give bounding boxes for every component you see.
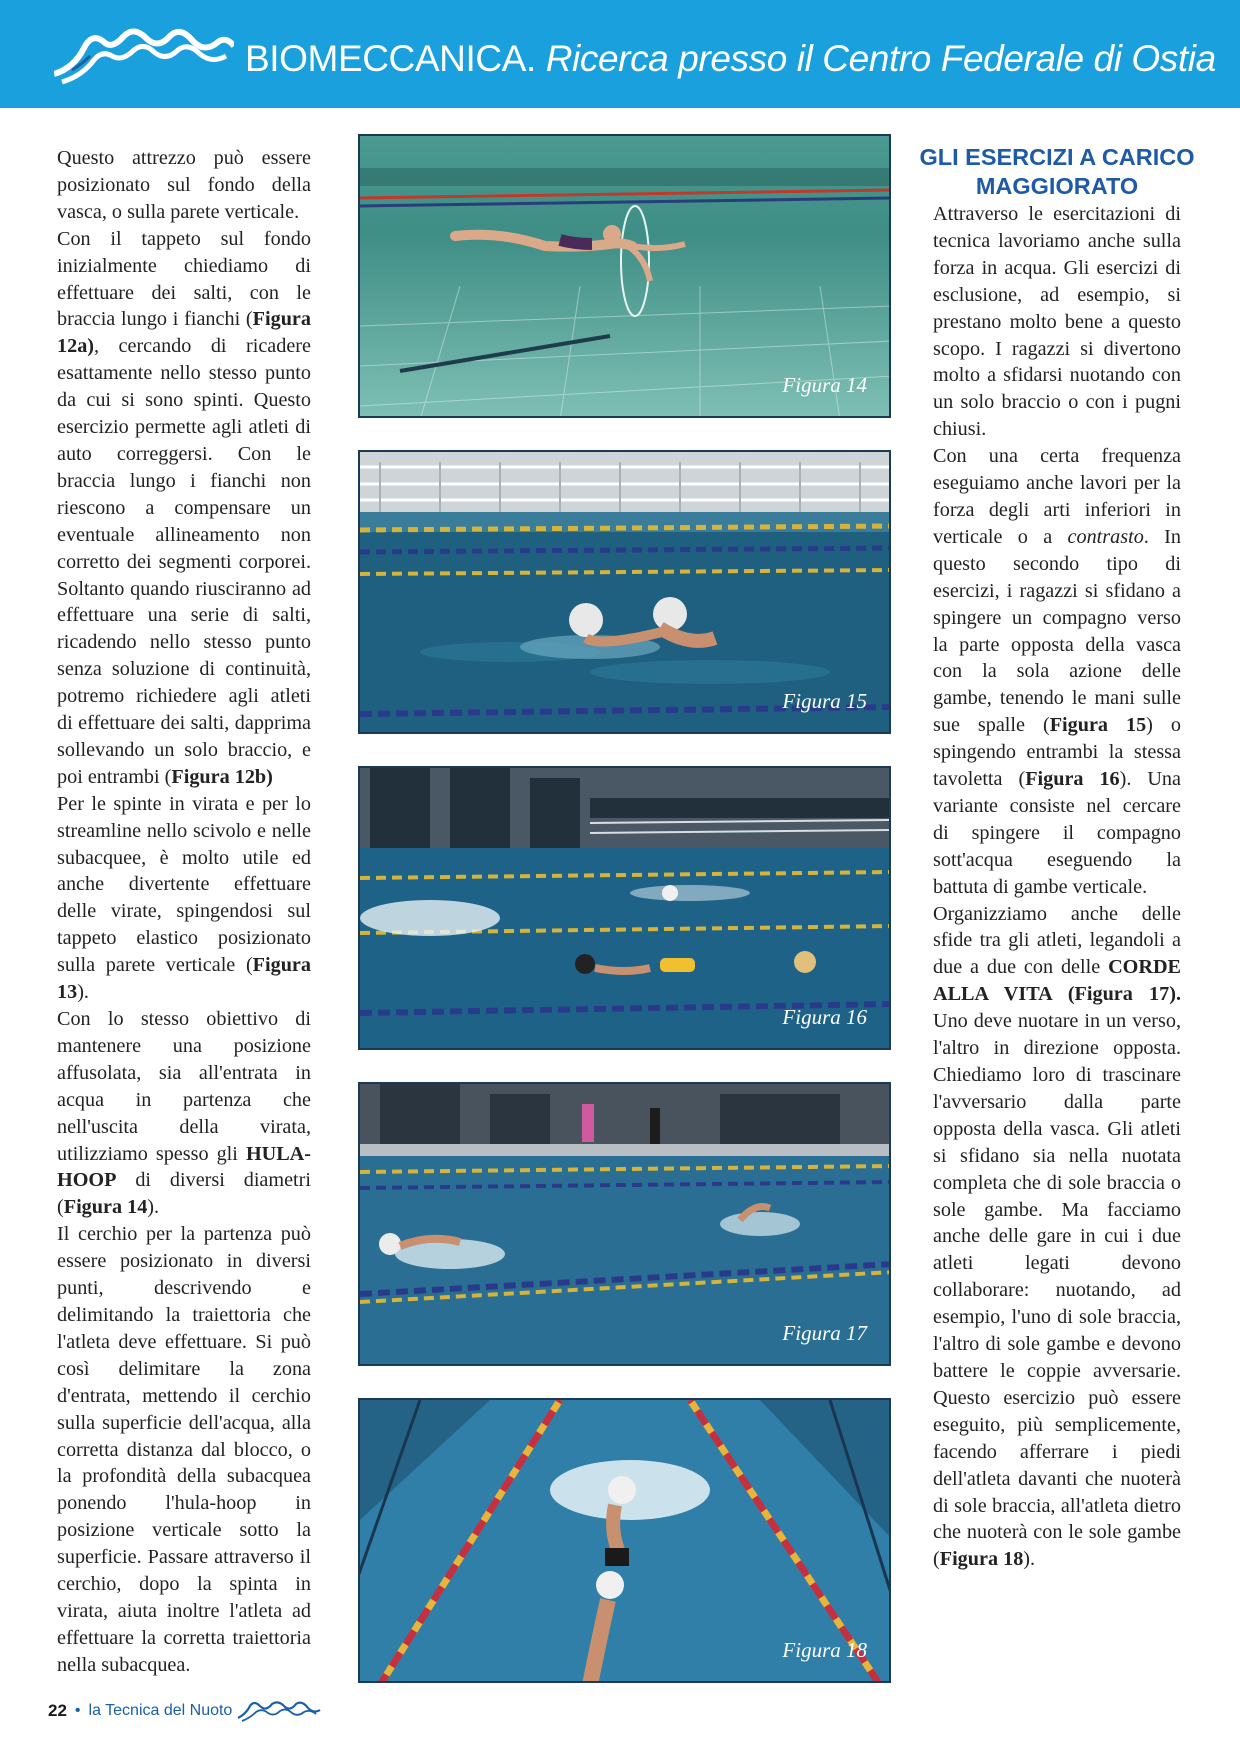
paragraph: Con il tappeto sul fondo inizialmente chiediamo di effettuare dei salti, con le braccia lungo i fianchi (Figura 12a), cercando di ricadere esattamente nello stesso punto da cui si sono spinti. Questo esercizio permette agli atleti di auto correggersi. Con le braccia lungo i fianchi non riescono a compensare un eventuale allineamento non corretto dei segmenti corporei. Soltanto quando riusciranno ad effettuare una serie di salti, ricadendo nello stesso punto senza soluzione di continuità, potremo richiedere agli atleti di effettuare dei salti, dapprima sollevando un solo braccio, e poi entrambi (Figura 12b) — [57, 227, 311, 788]
header-title: BIOMECCANICA. Ricerca presso il Centro Federale di Ostia — [245, 38, 1216, 79]
section-title: GLI ESERCIZI A CARICO MAGGIORATO — [919, 144, 1195, 199]
paragraph: Con lo stesso obiettivo di mantenere una posizione affusolata, sia all'entrata in acqua in partenza che nell'uscita della virata, utilizziamo spesso gli HULA-HOOP di diversi diametri (Figura 14). — [57, 1008, 311, 1219]
text-column-right — [933, 201, 1181, 1573]
paragraph: Il cerchio per la partenza può essere posizionato in diversi punti, descrivendo e delimitando la traiettoria che l'atleta deve effettuare. Si può così delimitare la zona d'entrata, mettendo il cerchio sulla superficie dell'acqua, alla corretta distanza dal blocco, o la profondità della subacquea ponendo l'hula-hoop in posizione verticale sotto la superficie. Passare attraverso il cerchio, dopo la spinta in virata, aiuta inoltre l'atleta ad effettuare la corretta traiettoria nella subacquea. — [57, 1223, 311, 1676]
paragraph: Con una certa frequenza eseguiamo anche lavori per la forza degli arti inferiori in verticale o a contrasto. In questo secondo tipo di esercizi, i ragazzi si sfidano a spingere un compagno verso la parte opposta della vasca con la sola azione delle gambe, tenendo le mani sulle sue spalle (Figura 15) o spingendo entrambi la stessa tavoletta (Figura 16). Una variante consiste nel cercare di spingere il compagno sott'acqua eseguendo la battuta di gambe verticale. — [933, 445, 1181, 898]
figure-caption: Figura 17 — [782, 1321, 867, 1345]
figure-18-photo — [358, 1398, 891, 1683]
page-number: 22 — [48, 1701, 67, 1720]
waves-logo-icon — [54, 26, 234, 86]
publication-name: la Tecnica del Nuoto — [88, 1702, 233, 1719]
figure-15-photo — [358, 450, 891, 734]
figure-14-photo — [358, 134, 891, 418]
waves-icon — [236, 1700, 322, 1722]
paragraph: Organizziamo anche delle sfide tra gli atleti, legandoli a due a due con delle CORDE ALLA VITA (Figura 17). Uno deve nuotare in un verso, l'altro in direzione opposta. Chiediamo loro di trascinare l'avversario dalla parte opposta della vasca. Gli atleti si sfidano sia nella nuotata completa che di sole braccia o sole gambe. Ma facciamo anche delle gare in cui i due atleti legati devono collaborare: nuotando, ad esempio, l'uno di sole braccia, l'altro di sole gambe e devono battere le coppie avversarie. Questo esercizio può essere eseguito, più semplicemente, facendo afferrare i piedi dell'atleta davanti che nuoterà di sole braccia, all'atleta dietro che nuoterà con le sole gambe (Figura 18). — [933, 902, 1181, 1571]
footer-separator: • — [74, 1702, 81, 1719]
text-column-left — [57, 145, 311, 1679]
figure-caption: Figura 16 — [782, 1005, 867, 1029]
figure-16-photo — [358, 766, 891, 1050]
page-header — [0, 0, 1240, 108]
figure-caption: Figura 18 — [782, 1638, 867, 1662]
figure-caption: Figura 14 — [782, 373, 867, 397]
page-footer — [48, 1700, 322, 1730]
figure-17-photo — [358, 1082, 891, 1366]
paragraph: Attraverso le esercitazioni di tecnica lavoriamo anche sulla forza in acqua. Gli esercizi di esclusione, ad esempio, si prestano molto bene a questo scopo. I ragazzi si divertono molto a sfidarsi nuotando con un solo braccio o con i pugni chiusi. — [933, 203, 1181, 441]
figure-caption: Figura 15 — [782, 689, 867, 713]
paragraph: Per le spinte in virata e per lo streamline nello scivolo e nelle subacquee, è molto utile ed anche divertente effettuare delle virate, spingendosi sul tappeto elastico posizionato sulla parete verticale (Figura 13). — [57, 792, 311, 1004]
paragraph: Questo attrezzo può essere posizionato sul fondo della vasca, o sulla parete verticale. — [57, 147, 311, 223]
